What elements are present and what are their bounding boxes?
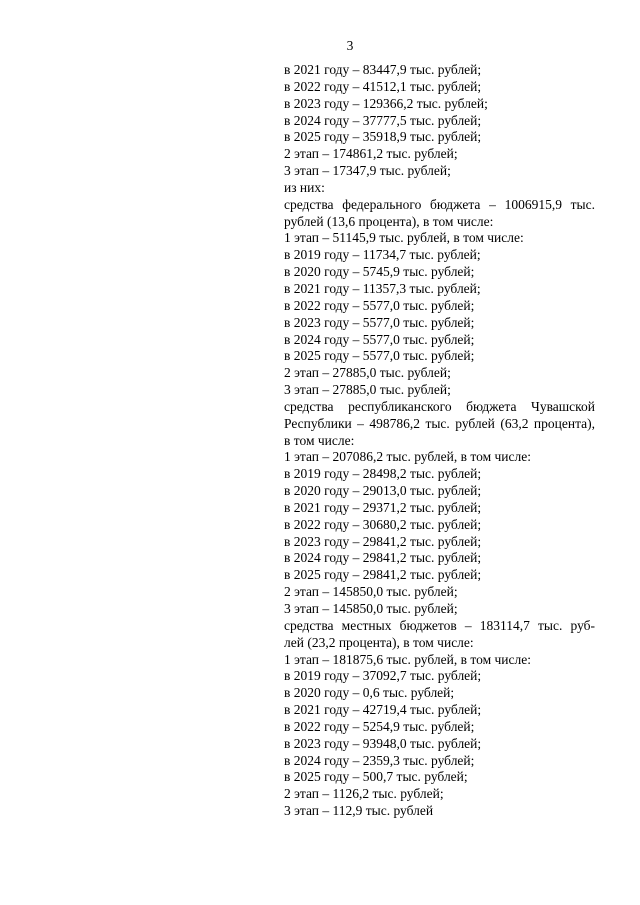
text-line: в 2023 году – 29841,2 тыс. рублей; [284,533,482,549]
text-line: 1 этап – 207086,2 тыс. рублей, в том числе: [284,449,531,465]
text-line: в 2023 году – 5577,0 тыс. рублей; [284,314,475,330]
text-line: в 2021 году – 11357,3 тыс. рублей; [284,280,481,296]
text-line: 3 этап – 17347,9 тыс. рублей; [284,163,451,179]
text-line: в 2021 году – 83447,9 тыс. рублей; [284,62,482,77]
text-line: в 2025 году – 5577,0 тыс. рублей; [284,348,475,364]
text-line: в 2020 году – 29013,0 тыс. рублей; [284,483,482,499]
text-line: в 2022 году – 5577,0 тыс. рублей; [284,297,475,313]
text-line: в 2022 году – 5254,9 тыс. рублей; [284,718,475,734]
text-line: в 2022 году – 30680,2 тыс. рублей; [284,516,482,532]
text-line: 2 этап – 1126,2 тыс. рублей; [284,786,444,802]
text-line: лей (23,2 процента), в том числе: [284,634,474,650]
text-line: в 2020 году – 0,6 тыс. рублей; [284,685,455,701]
text-line: в 2025 году – 29841,2 тыс. рублей; [284,567,482,583]
text-line: средства федерального бюджета – 1006915,9 тыс. [284,196,595,212]
text-line: из них: [284,179,325,195]
text-line: в 2020 году – 5745,9 тыс. рублей; [284,264,475,280]
text-line: Республики – 498786,2 тыс. рублей (63,2 процента), [284,415,595,431]
text-line: в 2024 году – 5577,0 тыс. рублей; [284,331,475,347]
text-line: в 2024 году – 37777,5 тыс. рублей; [284,112,482,128]
text-line: 2 этап – 174861,2 тыс. рублей; [284,146,458,162]
text-line: в 2019 году – 11734,7 тыс. рублей; [284,247,481,263]
text-line: средства местных бюджетов – 183114,7 тыс. руб- [284,617,595,633]
text-line: в 2024 году – 2359,3 тыс. рублей; [284,752,475,768]
text-line: в том числе: [284,432,355,448]
text-line: в 2022 году – 41512,1 тыс. рублей; [284,78,482,94]
text-line: в 2025 году – 35918,9 тыс. рублей; [284,129,482,145]
text-line: в 2021 году – 42719,4 тыс. рублей; [284,702,482,718]
text-line: 2 этап – 27885,0 тыс. рублей; [284,365,451,381]
text-line: в 2019 году – 28498,2 тыс. рублей; [284,466,482,482]
text-line: 2 этап – 145850,0 тыс. рублей; [284,584,458,600]
text-line: в 2019 году – 37092,7 тыс. рублей; [284,668,482,684]
text-line: в 2024 году – 29841,2 тыс. рублей; [284,550,482,566]
text-line: в 2021 году – 29371,2 тыс. рублей; [284,499,482,515]
page-number: 3 [346,38,354,53]
document-body [284,62,595,820]
text-line: в 2025 году – 500,7 тыс. рублей; [284,769,468,785]
text-line: 3 этап – 27885,0 тыс. рублей; [284,382,451,398]
text-line: средства республиканского бюджета Чувашской [284,398,595,414]
text-line: в 2023 году – 93948,0 тыс. рублей; [284,735,482,751]
text-line: 3 этап – 112,9 тыс. рублей [284,803,434,819]
text-line: 3 этап – 145850,0 тыс. рублей; [284,601,458,616]
text-line: рублей (13,6 процента), в том числе: [284,213,494,229]
text-line: 1 этап – 51145,9 тыс. рублей, в том числе: [284,230,524,246]
text-line: 1 этап – 181875,6 тыс. рублей, в том числе: [284,651,531,667]
text-line: в 2023 году – 129366,2 тыс. рублей; [284,95,488,111]
